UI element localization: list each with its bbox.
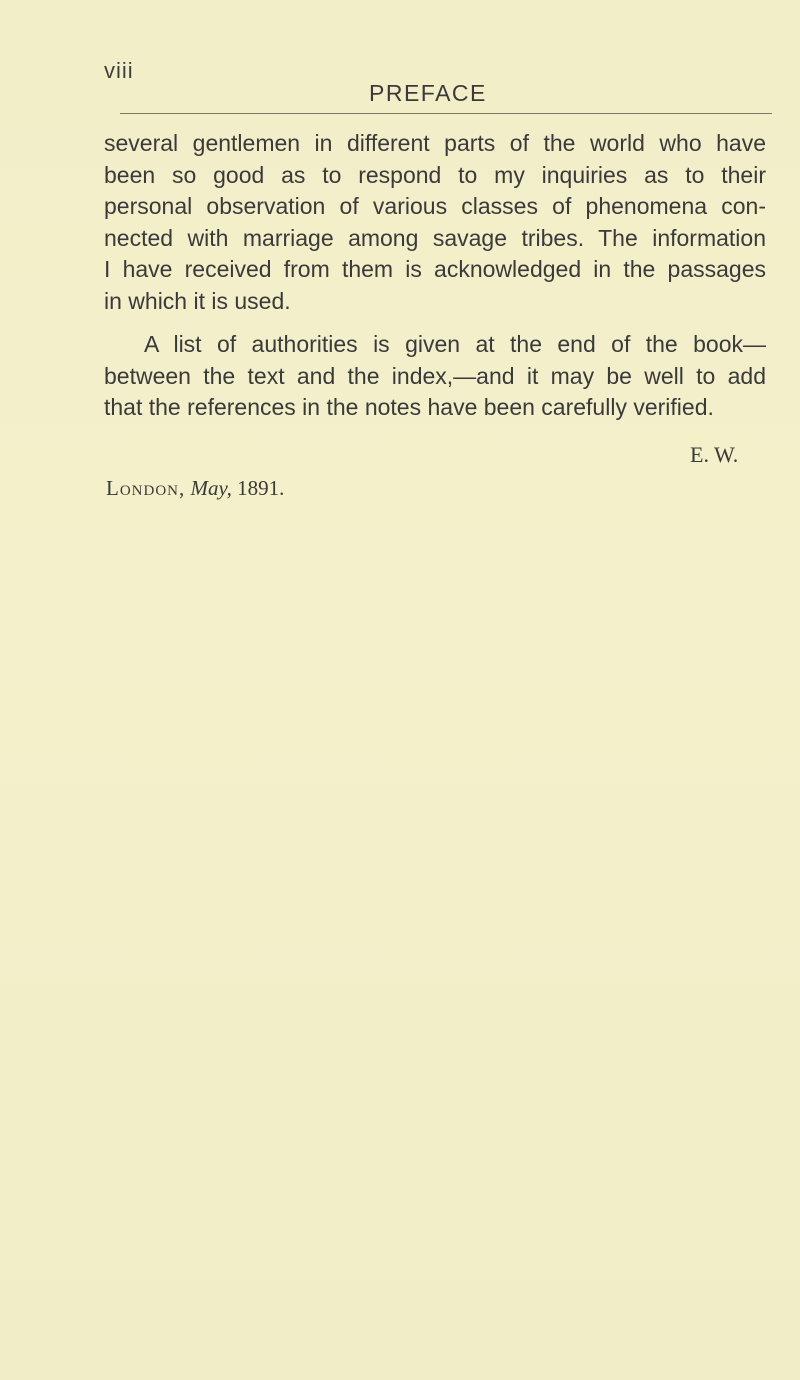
place-name: London,	[106, 476, 186, 500]
header-rule	[120, 113, 772, 114]
page-number: viii	[104, 58, 134, 83]
text-line: I have received from them is acknowledged in the passages	[104, 256, 766, 282]
text-line: in which it is used.	[104, 287, 291, 314]
running-head: PREFACE	[369, 80, 487, 106]
text-line: A list of authorities is given at the end of the book—	[144, 331, 766, 357]
text-line: nected with marriage among savage tribes. The information	[104, 224, 766, 251]
year: 1891.	[237, 476, 285, 500]
place-date-line	[106, 476, 284, 501]
text-line: between the text and the index,—and it may be well to add	[104, 362, 766, 389]
month: May,	[190, 476, 232, 500]
text-line: that the references in the notes have been carefully verified.	[104, 394, 714, 420]
text-line: several gentlemen in different parts of the world who have	[104, 130, 766, 156]
text-line: personal observation of various classes of phenomena con-	[104, 193, 766, 219]
preface-text	[104, 128, 766, 424]
text-line: been so good as to respond to my inquiries as to their	[104, 161, 766, 188]
author-initials: E. W.	[690, 442, 739, 467]
